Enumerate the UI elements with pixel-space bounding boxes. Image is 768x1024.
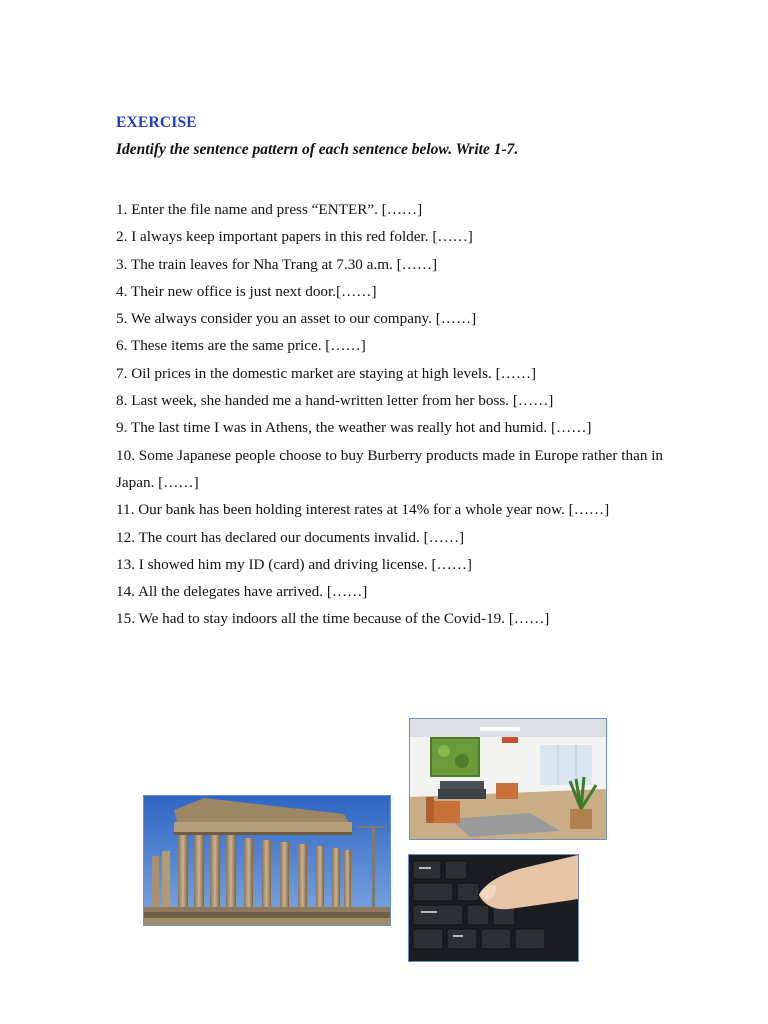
- exercise-instruction: Identify the sentence pattern of each sentence below. Write 1-7.: [116, 141, 519, 158]
- sentence-item: 9. The last time I was in Athens, the weather was really hot and humid. [……]: [116, 419, 592, 437]
- sentence-item: 3. The train leaves for Nha Trang at 7.30 a.m. [……]: [116, 255, 438, 273]
- office-lobby-photo: [409, 718, 607, 840]
- exercise-heading: EXERCISE: [116, 114, 197, 131]
- sentence-item: 2. I always keep important papers in this red folder. [……]: [116, 228, 473, 246]
- sentence-item: 13. I showed him my ID (card) and driving license. [……]: [116, 555, 472, 573]
- sentence-item: 4. Their new office is just next door.[……]: [116, 282, 377, 300]
- sentence-item: 15. We had to stay indoors all the time because of the Covid-19. [……]: [116, 610, 550, 628]
- sentence-item: 5. We always consider you an asset to our company. [……]: [116, 310, 477, 328]
- sentence-item: 12. The court has declared our documents invalid. [……]: [116, 528, 465, 546]
- sentence-item: 10. Some Japanese people choose to buy Burberry products made in Europe rather than in Japan. [……]: [116, 446, 664, 491]
- sentence-item: 1. Enter the file name and press “ENTER”. [……]: [116, 201, 423, 218]
- sentence-item: 7. Oil prices in the domestic market are staying at high levels. [……]: [116, 364, 537, 382]
- sentence-item: 11. Our bank has been holding interest rates at 14% for a whole year now. [……]: [116, 501, 610, 519]
- parthenon-photo: [143, 795, 391, 926]
- sentence-item: 6. These items are the same price. [……]: [116, 337, 366, 355]
- sentence-list: [116, 196, 686, 633]
- sentence-item: 14. All the delegates have arrived. [……]: [116, 583, 368, 601]
- keyboard-enter-photo: [408, 854, 579, 962]
- sentence-item: 8. Last week, she handed me a hand-written letter from her boss. [……]: [116, 392, 554, 410]
